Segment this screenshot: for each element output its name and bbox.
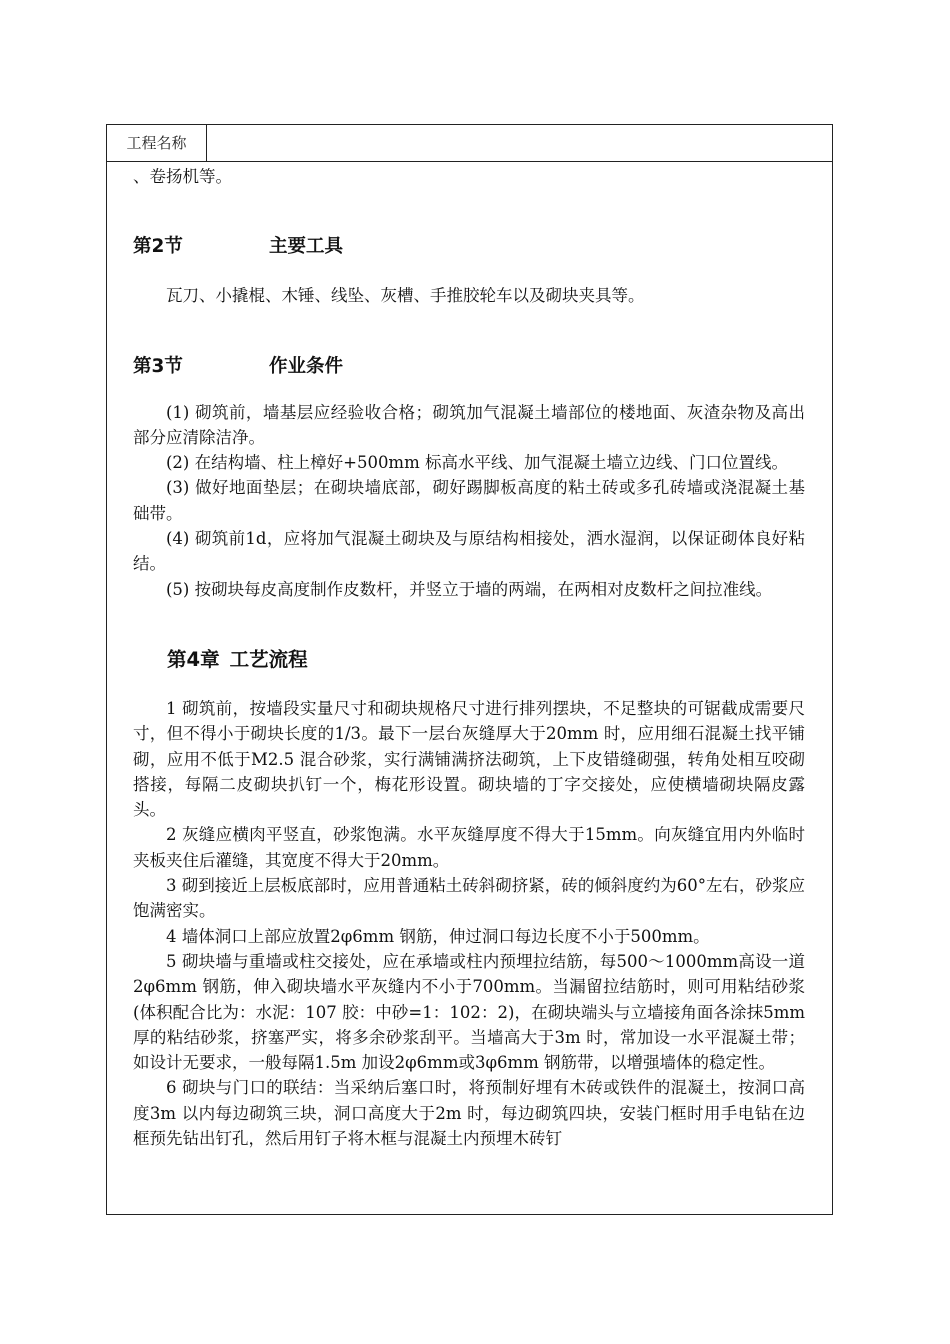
intro-fragment: 、卷扬机等。 [133,167,232,186]
chapter-4-title: 工艺流程 [229,647,308,671]
section-2-heading [133,234,805,260]
list-item: (3) 做好地面垫层；在砌块墙底部，砌好踢脚板高度的粘土砖或多孔砖墙或浇混凝土基础带。 [133,478,805,523]
list-item: (1) 砌筑前，墙基层应经验收合格；砌筑加气混凝土墙部位的楼地面、灰渣杂物及高出部分应清除洁净。 [133,402,805,447]
document-frame [106,124,833,1215]
section-3-list [133,400,805,602]
list-item: 5 砌块墙与重墙或柱交接处，应在承墙或柱内预埋拉结筋，每500～1000mm高设一道2φ6mm 钢筋，伸入砌块墙水平灰缝内不小于700mm。当漏留拉结筋时，则可用粘结砂浆(体积配合比为：水泥：107 胶：中砂=1：102：2)，在砌块端头与立墙接角面各涂抹5mm 厚的粘结砂浆，挤塞严实，将多余砂浆刮平。当墙高大于3m 时，常加设一水平混凝土带；如设计无要求，一般每隔1.5m 加设2φ6mm或3φ6mm 钢筋带，以增强墙体的稳定性。 [133,951,805,1073]
section-3-heading [133,354,805,380]
list-item: 1 砌筑前，按墙段实量尺寸和砌块规格尺寸进行排列摆块，不足整块的可锯截成需要尺寸，但不得小于砌块长度的1/3。最下一层台灰缝厚大于20mm 时，应用细石混凝土找平铺砌，应用不低于M2.5 混合砂浆，实行满铺满挤法砌筑，上下皮错缝砌强，转角处相互咬砌搭接，每隔二皮砌块扒钉一个，梅花形设置。砌块墙的丁字交接处，应使横墙砌块隔皮露头。 [133,698,805,820]
list-item: (4) 砌筑前1d，应将加气混凝土砌块及与原结构相接处，洒水湿润，以保证砌体良好粘结。 [133,529,805,574]
section-2-number: 第2节 [133,236,183,258]
section-3-title: 作业条件 [269,355,344,377]
header-row [107,125,832,162]
list-item: (5) 按砌块每皮高度制作皮数杆，并竖立于墙的两端，在两相对皮数杆之间拉准线。 [166,579,773,599]
list-item: 3 砌到接近上层板底部时，应用普通粘土砖斜砌挤紧，砖的倾斜度约为60°左右，砂浆应饱满密实。 [133,876,805,921]
section-2-title: 主要工具 [269,236,344,258]
chapter-4-number: 第4章 [167,647,220,671]
chapter-4-heading [167,646,805,674]
list-item: 6 砌块与门口的联结：当采纳后塞口时，将预制好埋有木砖或铁件的混凝土，按洞口高度3m 以内每边砌筑三块，洞口高度大于2m 时，每边砌筑四块，安装门框时用手电钻在边框预先钻出钉孔，然后用钉子将木框与混凝土内预埋木砖钉 [133,1078,805,1149]
project-name-value [208,125,832,161]
list-item: 4 墙体洞口上部应放置2φ6mm 钢筋，伸过洞口每边长度不小于500mm。 [166,926,710,946]
section-3-number: 第3节 [133,355,183,377]
section-2-text: 瓦刀、小撬棍、木锤、线坠、灰槽、手推胶轮车以及砌块夹具等。 [166,286,645,306]
list-item: 2 灰缝应横肉平竖直，砂浆饱满。水平灰缝厚度不得大于15mm。向灰缝宜用内外临时夹板夹住后灌缝，其宽度不得大于20mm。 [133,825,805,870]
document-body [133,162,805,1151]
project-name-label: 工程名称 [107,125,207,161]
chapter-4-list [133,696,805,1151]
list-item: (2) 在结构墙、柱上樟好+500mm 标高水平线、加气混凝土墙立边线、门口位置线。 [166,453,788,473]
